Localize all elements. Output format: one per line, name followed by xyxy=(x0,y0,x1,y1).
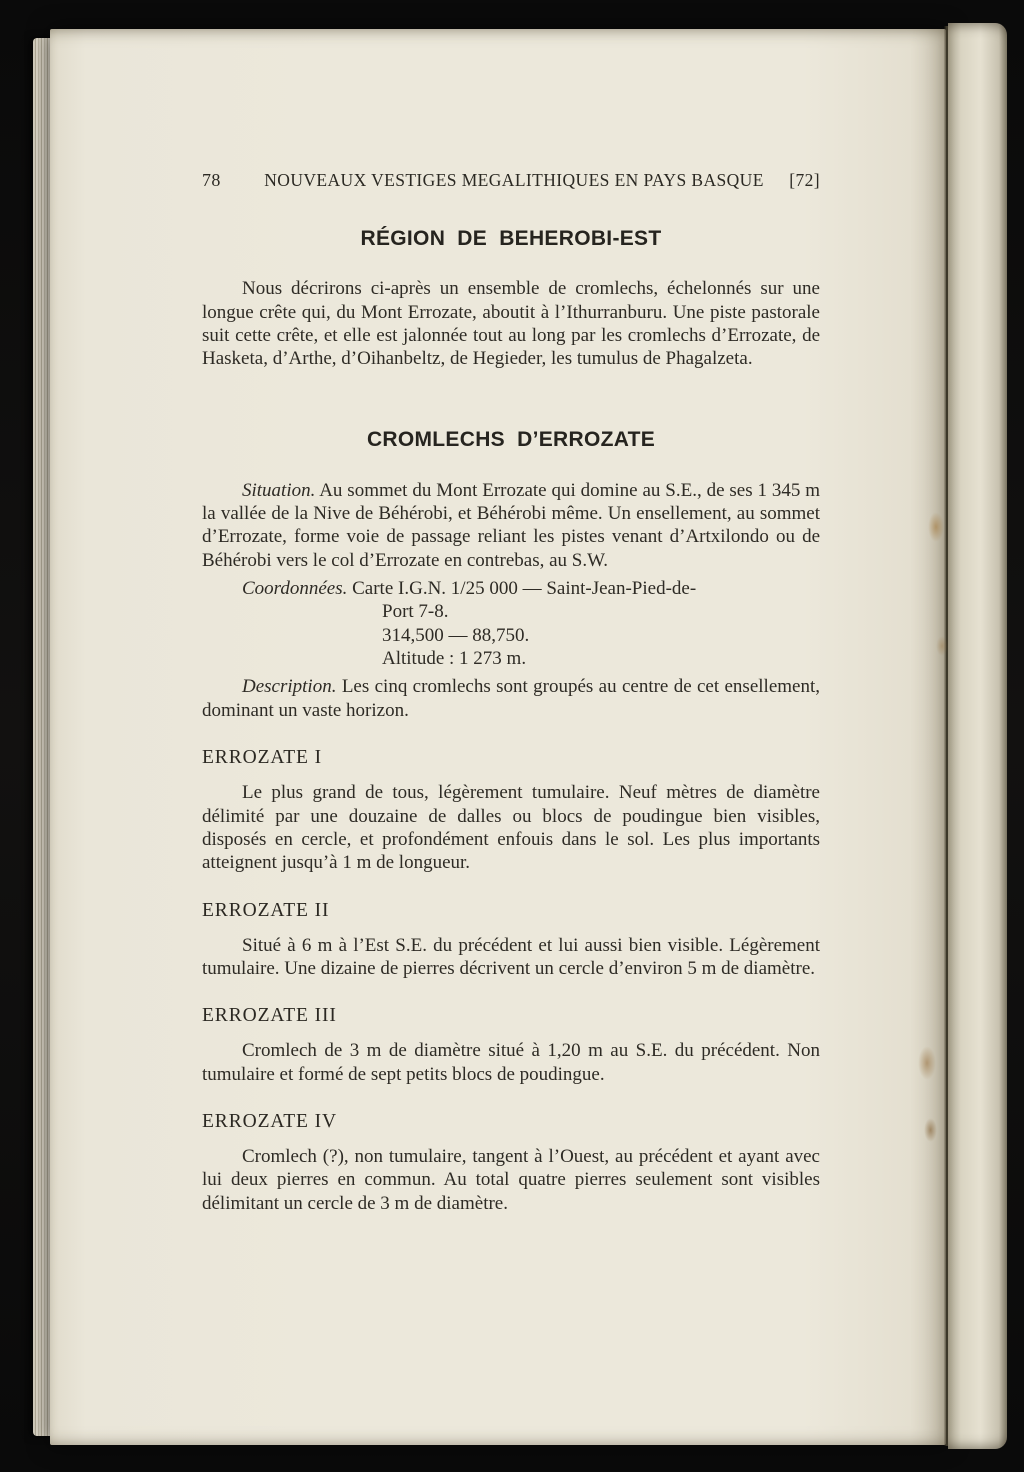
description-text: Les cinq cromlechs sont groupés au centre de cet ensellement, dominant un vaste horizon. xyxy=(202,676,820,721)
coordinates-line-1 xyxy=(242,577,820,600)
subsection-title-errozate-3: ERROZATE III xyxy=(202,1005,337,1027)
coordinates-line-3: 314,500 — 88,750. xyxy=(382,624,530,646)
next-page-edge xyxy=(948,23,1007,1449)
coordinates-label: Coordonnées. xyxy=(242,578,348,600)
description-label: Description. xyxy=(242,676,337,698)
subsection-title-errozate-1: ERROZATE I xyxy=(202,747,323,769)
situation-label: Situation. xyxy=(242,479,316,501)
subsection-paragraph-errozate-1: Le plus grand de tous, légèrement tumulaire. Neuf mètres de diamètre délimité par une douzaine de dalles ou blocs de poudingue bien visibles, disposés en cercle, et profondément enfouis dans le sol. Les plus importants atteignent jusqu’à 1 m de longueur. xyxy=(202,782,820,874)
subsection-title-errozate-4: ERROZATE IV xyxy=(202,1111,338,1133)
running-head xyxy=(202,169,820,192)
coordinates-line-4: Altitude : 1 273 m. xyxy=(382,648,527,670)
situation-text: Au sommet du Mont Errozate qui domine au S.E., de ses 1 345 m la vallée de la Nive de Béhérobi, et Béhérobi même. Un ensellement, au sommet d’Errozate, forme voie de passage reliant les pistes venant d’Artxilondo ou de Béhérobi vers le col d’Errozate en contrebas, au S.W. xyxy=(202,479,820,571)
book-page xyxy=(50,29,946,1445)
coordinates-carte: Carte I.G.N. 1/25 000 — Saint-Jean-Pied-de- xyxy=(352,578,697,600)
running-title: NOUVEAUX VESTIGES MEGALITHIQUES EN PAYS BASQUE xyxy=(264,170,764,190)
section-title-region: RÉGION DE BEHEROBI-EST xyxy=(360,226,662,250)
description-paragraph xyxy=(202,675,820,722)
region-paragraph: Nous décrirons ci-après un ensemble de cromlechs, échelonnés sur une longue crête qui, du Mont Errozate, aboutit à l’Ithurranburu. Une piste pastorale suit cette crête, et elle est jalonnée tout au long par les cromlechs d’Errozate, de Hasketa, d’Arthe, d’Oihanbeltz, de Hegieder, les tumulus de Phagalzeta. xyxy=(202,278,820,370)
reference-number: [72] xyxy=(789,170,820,190)
page-number: 78 xyxy=(202,170,221,190)
subsection-paragraph-errozate-2: Situé à 6 m à l’Est S.E. du précédent et lui aussi bien visible. Légèrement tumulaire. Une dizaine de pierres décrivent un cercle d’environ 5 m de diamètre. xyxy=(202,934,820,979)
page-content xyxy=(202,169,820,1220)
subsection-paragraph-errozate-3: Cromlech de 3 m de diamètre situé à 1,20 m au S.E. du précédent. Non tumulaire et formé de sept petits blocs de poudingue. xyxy=(202,1040,820,1085)
coordinates-block xyxy=(242,577,820,670)
section-title-cromlechs: CROMLECHS D’ERROZATE xyxy=(366,427,656,451)
subsection-title-errozate-2: ERROZATE II xyxy=(202,899,330,921)
subsection-paragraph-errozate-4: Cromlech (?), non tumulaire, tangent à l’Ouest, au précédent et ayant avec lui deux pierres en commun. Au total quatre pierres seulement sont visibles délimitant un cercle de 3 m de diamètre. xyxy=(202,1146,820,1214)
coordinates-line-2: Port 7-8. xyxy=(382,601,449,623)
situation-paragraph xyxy=(202,479,820,572)
